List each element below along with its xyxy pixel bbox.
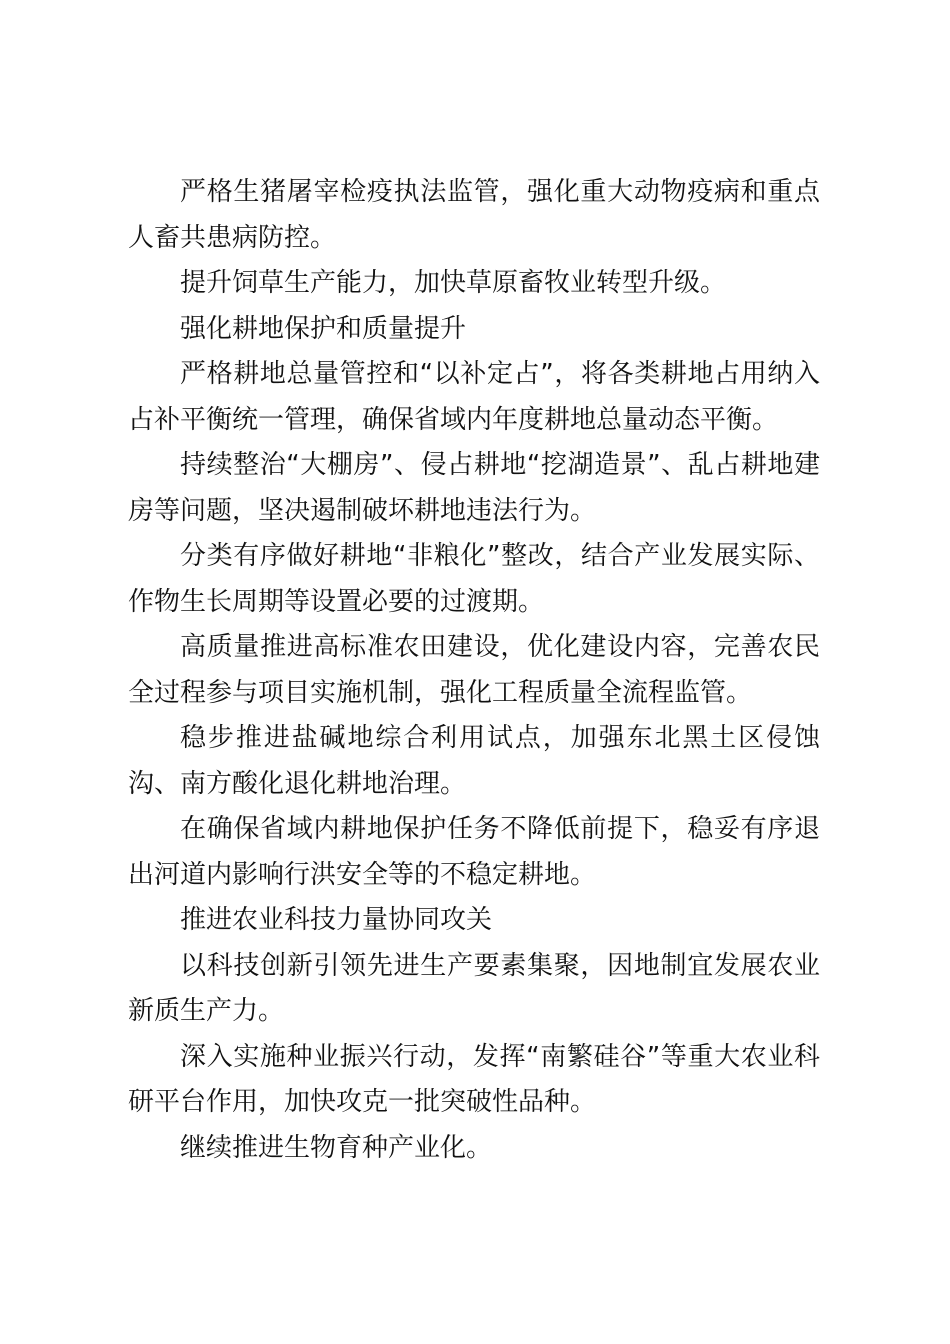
paragraph: 提升饲草生产能力，加快草原畜牧业转型升级。 [180,268,727,298]
paragraph: 分类有序做好耕地“非粮化”整改，结合产业发展实际、作物生长周期等设置必要的过渡期。 [128,541,820,617]
paragraph: 高质量推进高标准农田建设，优化建设内容，完善农民全过程参与项目实施机制，强化工程质量全流程监管。 [128,632,820,708]
paragraph: 严格耕地总量管控和“以补定占”，将各类耕地占用纳入占补平衡统一管理，确保省域内年度耕地总量动态平衡。 [128,359,820,435]
paragraph: 以科技创新引领先进生产要素集聚，因地制宜发展农业新质生产力。 [128,950,820,1026]
section-heading: 推进农业科技力量协同攻关 [180,905,493,935]
paragraph: 在确保省域内耕地保护任务不降低前提下，稳妥有序退出河道内影响行洪安全等的不稳定耕地。 [128,814,820,890]
document-body [128,170,820,1171]
paragraph: 继续推进生物育种产业化。 [180,1132,493,1163]
section-heading: 强化耕地保护和质量提升 [180,313,467,344]
paragraph: 严格生猪屠宰检疫执法监管，强化重大动物疫病和重点人畜共患病防控。 [128,177,820,253]
paragraph: 稳步推进盐碱地综合利用试点，加强东北黑土区侵蚀沟、南方酸化退化耕地治理。 [128,723,820,799]
paragraph: 持续整治“大棚房”、侵占耕地“挖湖造景”、乱占耕地建房等问题，坚决遏制破坏耕地违法行为。 [128,450,820,526]
paragraph: 深入实施种业振兴行动，发挥“南繁硅谷”等重大农业科研平台作用，加快攻克一批突破性品种。 [128,1041,820,1117]
